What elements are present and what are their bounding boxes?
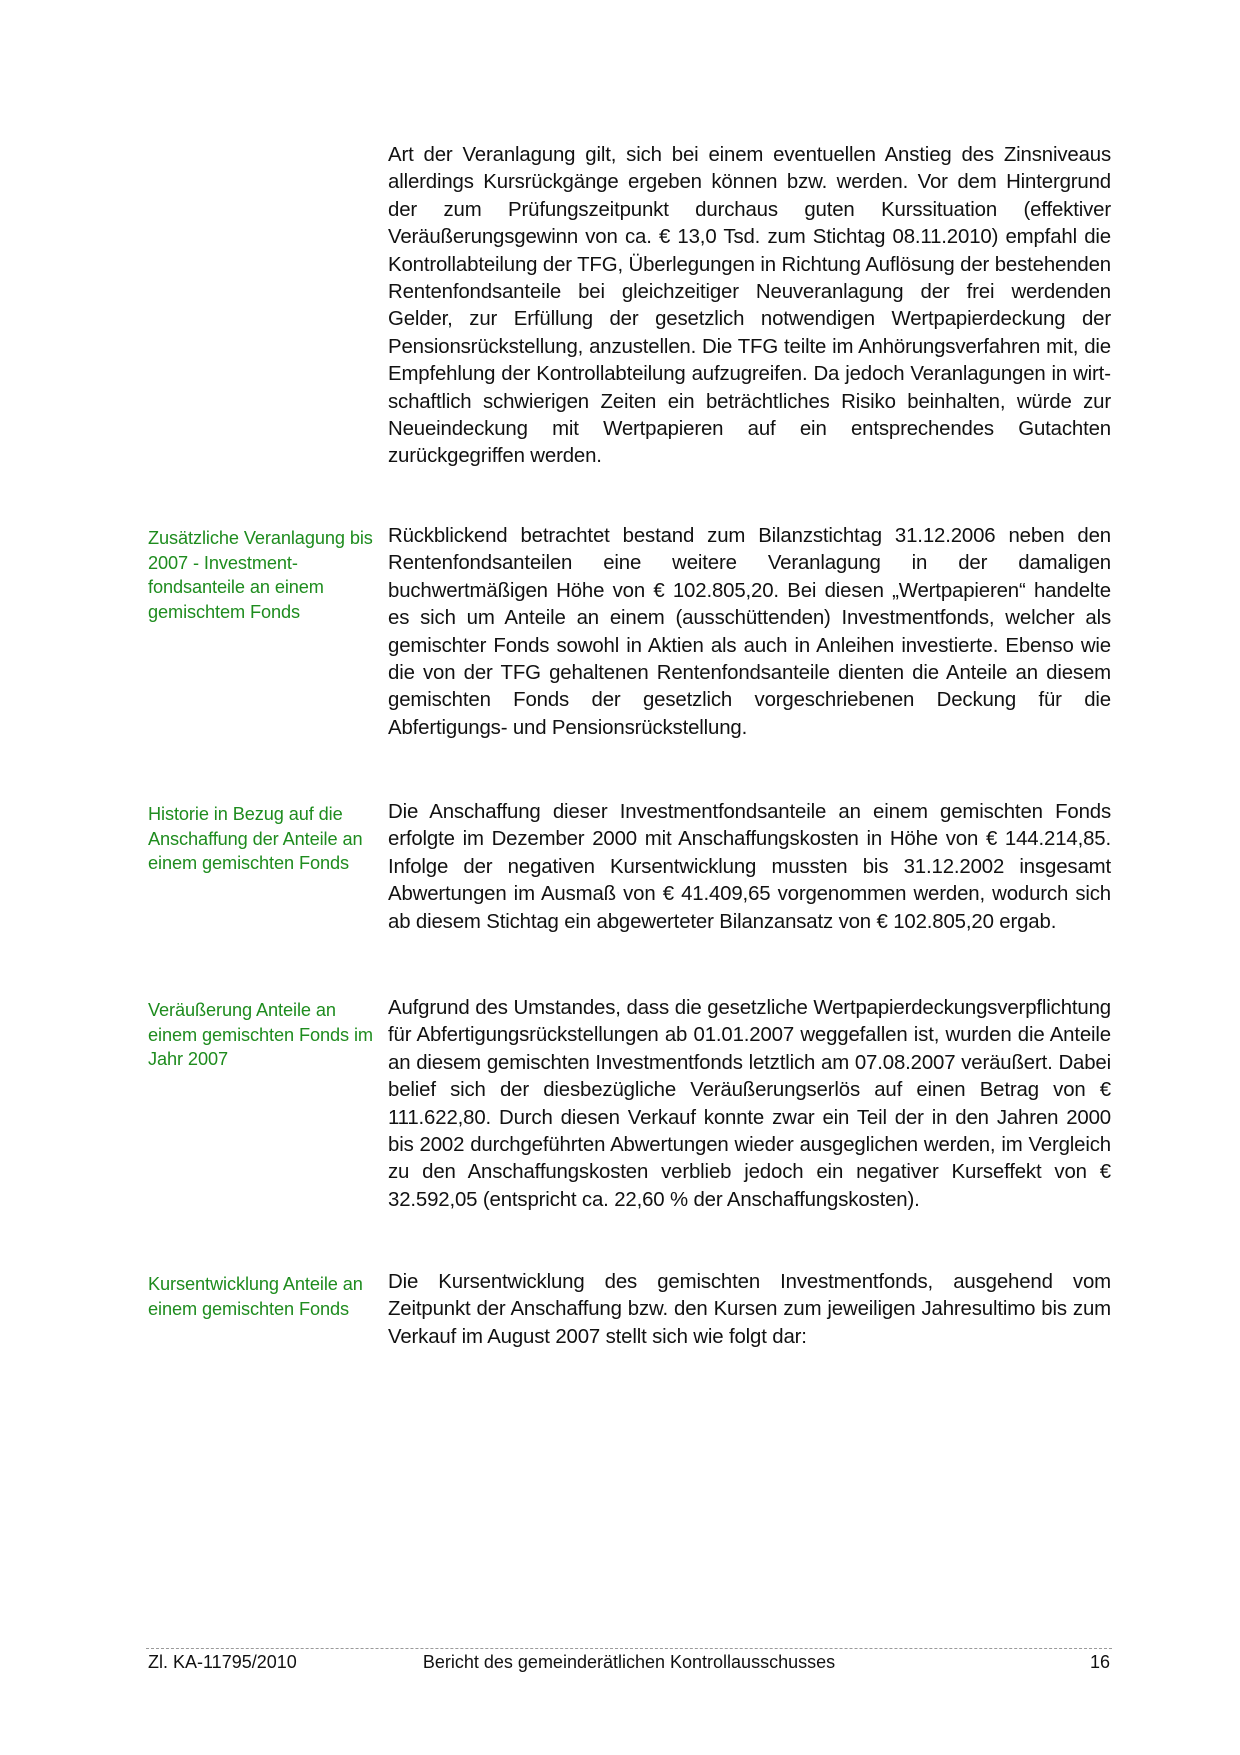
footer-title: Bericht des gemeinderätlichen Kontrollausschusses xyxy=(422,1652,836,1672)
margin-note: Historie in Bezug auf die Anschaffung der Anteile an einem gemischten Fonds xyxy=(148,804,363,873)
page-number: 16 xyxy=(1089,1652,1110,1672)
section-paragraph: Die Anschaffung dieser Investmentfondsanteile an einem gemischten Fonds erfolgte im Dezember 2000 mit Anschaffungskosten in Höhe von € 144.214,85. Infolge der negativen Kursentwicklung mussten bis 31.12.2002 insgesamt Abwertungen im Ausmaß von € 41.409,65 vorgenommen werden, wodurch sich ab diesem Stichtag ein abgewerteter Bilanzansatz von € 102.805,20 ergab. xyxy=(388,801,1111,933)
margin-note: Zusätzliche Veranlagung bis 2007 - Investmentfondsanteile an einem gemischtem Fonds xyxy=(148,528,373,622)
footer-reference: Zl. KA-11795/2010 xyxy=(148,1652,297,1672)
margin-note: Kursentwicklung Anteile an einem gemischten Fonds xyxy=(148,1274,363,1319)
footer-divider xyxy=(146,1648,1112,1649)
section-paragraph: Die Kursentwicklung des gemischten Investmentfonds, ausgehend vom Zeitpunkt der Anschaffung bzw. den Kursen zum jeweiligen Jahresultimo bis zum Verkauf im August 2007 stellt sich wie folgt dar: xyxy=(388,1271,1111,1348)
page-footer xyxy=(146,1652,1112,1678)
section-paragraph: Rückblickend betrachtet bestand zum Bilanzstichtag 31.12.2006 neben den Rentenfondsanteilen eine weitere Veranlagung in der damaligen buchwertmäßigen Höhe von € 102.805,20. Bei diesen „Wertpapieren“ handelte es sich um Anteile an einem (ausschüttenden) Investmentfonds, welcher als gemischter Fonds sowohl in Aktien als auch in Anleihen investierte. Ebenso wie die von der TFG gehaltenen Rentenfondsanteile dienten die Anteile an diesem gemischten Fonds der gesetzlich vorgeschriebenen Deckung für die Abfertigungs- und Pensionsrückstellung. xyxy=(388,525,1111,739)
margin-note: Veräußerung Anteile an einem gemischten Fonds im Jahr 2007 xyxy=(148,1000,373,1069)
section-paragraph: Aufgrund des Umstandes, dass die gesetzliche Wertpapierdeckungsverpflichtung für Abfertigungsrückstellungen ab 01.01.2007 weggefallen ist, wurden die Anteile an diesem gemischten Investmentfonds letztlich am 07.08.2007 veräußert. Dabei belief sich der diesbezügliche Veräußerungserlös auf einen Betrag von € 111.622,80. Durch diesen Verkauf konnte zwar ein Teil der in den Jahren 2000 bis 2002 durchgeführten Abwertungen wieder ausgeglichen werden, im Vergleich zu den Anschaffungskosten verblieb jedoch ein negativer Kurseffekt von € 32.592,05 (entspricht ca. 22,60 % der Anschaffungskosten). xyxy=(388,997,1111,1211)
continuation-paragraph: Art der Veranlagung gilt, sich bei einem eventuellen Anstieg des Zinsniveaus allerdings Kursrückgänge ergeben können bzw. werden. Vor dem Hintergrund der zum Prüfungszeitpunkt durchaus guten Kurssituation (effektiver Veräußerungsgewinn von ca. € 13,0 Tsd. zum Stichtag 08.11.2010) empfahl die Kontrollabteilung der TFG, Überlegungen in Richtung Auflösung der bestehenden Rentenfondsanteile bei gleichzeitiger Neuveranlagung der frei werdenden Gelder, zur Erfüllung der gesetzlich notwendigen Wertpapierdeckung der Pensionsrückstellung, anzustellen. Die TFG teilte im Anhörungsverfahren mit, die Empfehlung der Kontrollabteilung aufzugreifen. Da jedoch Veranlagungen in wirtschaftlich schwierigen Zeiten ein beträchtliches Risiko beinhalten, würde zur Neueindeckung mit Wertpapieren auf ein entsprechendes Gutachten zurückgegriffen werden. xyxy=(388,144,1111,468)
